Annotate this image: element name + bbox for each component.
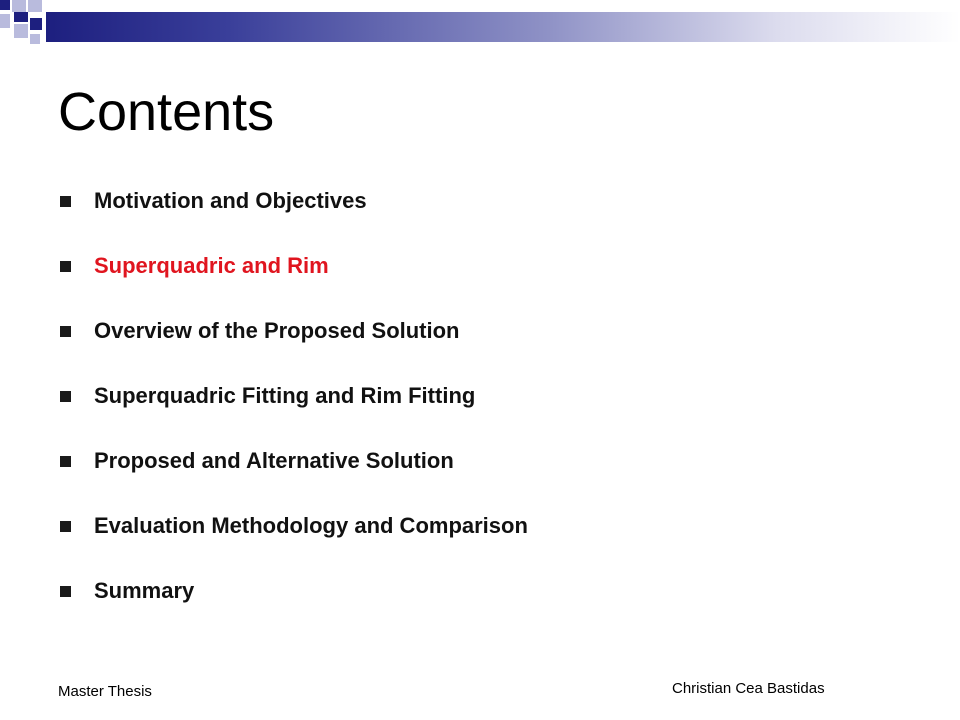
list-item-label: Overview of the Proposed Solution bbox=[94, 318, 460, 343]
list-item-fitting bbox=[58, 379, 528, 444]
list-item-label: Motivation and Objectives bbox=[94, 188, 367, 213]
header-gradient-bar bbox=[46, 12, 960, 42]
list-item-overview bbox=[58, 314, 528, 379]
list-item-label: Evaluation Methodology and Comparison bbox=[94, 513, 528, 538]
square-bullet-icon bbox=[60, 391, 71, 402]
contents-list bbox=[58, 184, 528, 639]
square-bullet-icon bbox=[60, 456, 71, 467]
square-bullet-icon bbox=[60, 261, 71, 272]
square-bullet-icon bbox=[60, 196, 71, 207]
list-item-label: Summary bbox=[94, 578, 195, 603]
list-item-label: Superquadric Fitting and Rim Fitting bbox=[94, 383, 476, 408]
list-item-label: Superquadric and Rim bbox=[94, 253, 329, 278]
list-item-label: Proposed and Alternative Solution bbox=[94, 448, 454, 473]
footer-left-text: Master Thesis bbox=[58, 683, 152, 700]
list-item-superquadric-rim bbox=[58, 249, 528, 314]
footer-right-text: Christian Cea Bastidas bbox=[672, 680, 825, 697]
list-item-summary bbox=[58, 574, 528, 639]
square-bullet-icon bbox=[60, 326, 71, 337]
list-item-motivation bbox=[58, 184, 528, 249]
list-item-proposed-alternative bbox=[58, 444, 528, 509]
list-item-evaluation bbox=[58, 509, 528, 574]
square-bullet-icon bbox=[60, 521, 71, 532]
slide-title: Contents bbox=[58, 82, 275, 142]
square-bullet-icon bbox=[60, 586, 71, 597]
